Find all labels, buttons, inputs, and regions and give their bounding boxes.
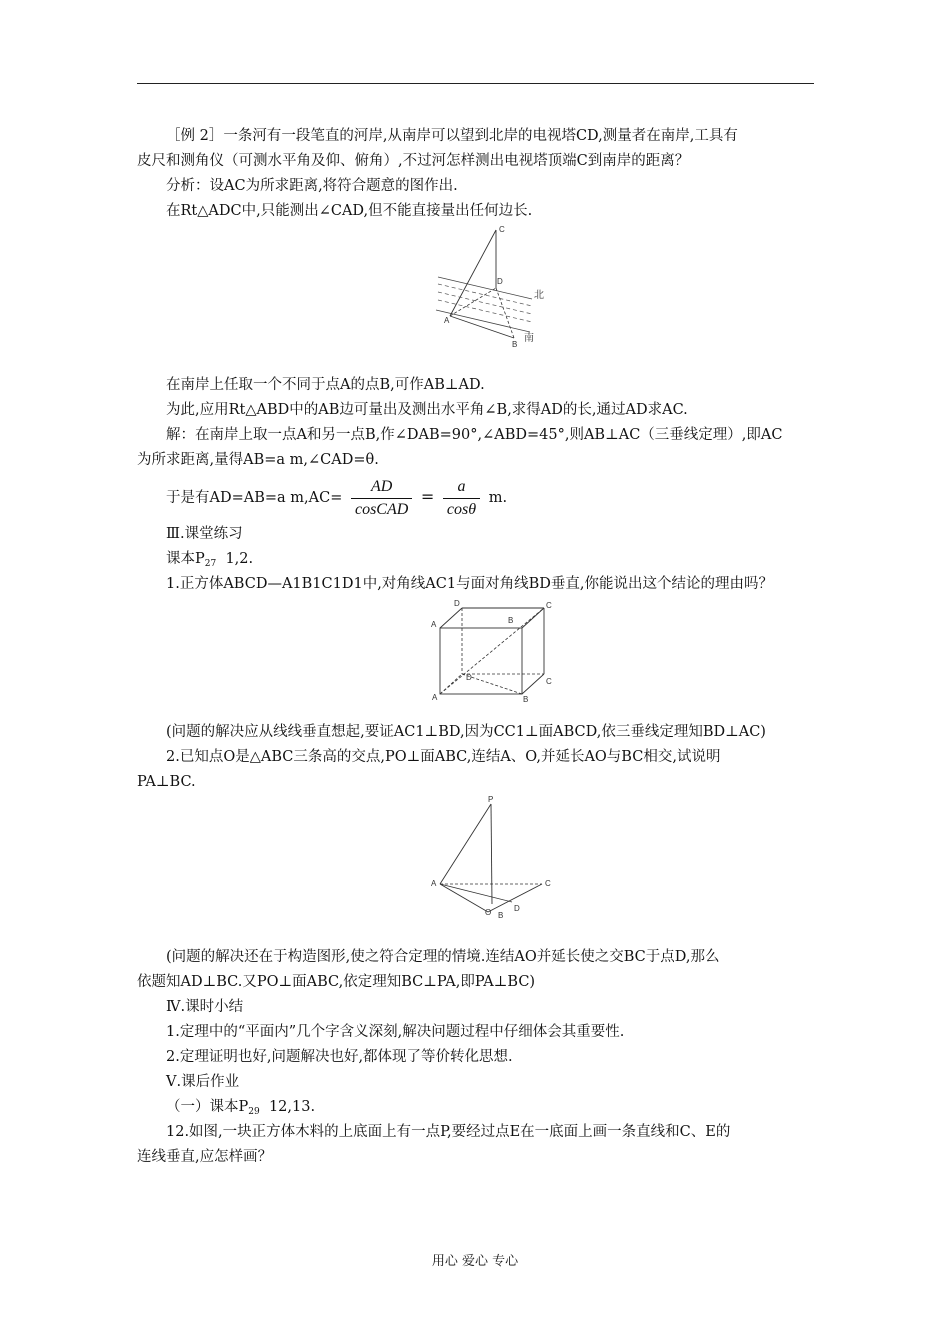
summary2: 2.定理证明也好,问题解决也好,都体现了等价转化思想. [166, 1049, 513, 1065]
fraction2-denominator: cosθ [446, 500, 477, 518]
fig2-label-C1: C [546, 601, 552, 610]
formula-line [137, 474, 814, 520]
after1-line1: 在南岸上任取一个不同于点A的点B,可作AB⊥AD. [166, 377, 485, 393]
fig1-label-B: B [512, 340, 518, 349]
fig2-label-B: B [523, 695, 529, 704]
homework-ref [137, 1095, 814, 1120]
page-footer: 用心 爱心 专心 [431, 1254, 519, 1269]
section4-title: Ⅳ.课时小结 [166, 999, 244, 1015]
fraction-a-over-cos [443, 477, 480, 520]
textbook-ref [137, 547, 814, 572]
fraction-ad-over-cos [351, 477, 412, 520]
fig1-label-south: 南 [524, 333, 534, 344]
section5-title: Ⅴ.课后作业 [166, 1074, 240, 1090]
hint1: (问题的解决应从线线垂直想起,要证AC1⊥BD,因为CC1⊥面ABCD,依三垂线定理知BD⊥AC) [166, 724, 766, 740]
rt-triangle-line: 在Rt△ADC中,只能测出∠CAD,但不能直接量出任何边长. [166, 203, 533, 219]
fig2-label-A1: A [431, 620, 437, 629]
fig2-label-D: D [466, 673, 472, 682]
river-tower-figure [430, 222, 560, 356]
unit-meter: m. [488, 490, 508, 506]
fraction2-numerator: a [443, 477, 480, 499]
homework-items: 12,13. [268, 1099, 316, 1115]
header-rule [137, 83, 814, 84]
summary1: 1.定理中的“平面内”几个字含义深刻,解决问题过程中仔细体会其重要性. [166, 1024, 625, 1040]
fig1-label-north: 北 [534, 290, 544, 301]
fig3-label-C: C [545, 879, 551, 888]
analysis-line: 分析：设AC为所求距离,将符合题意的图作出. [166, 178, 458, 194]
question1: 1.正方体ABCD—A1B1C1D1中,对角线AC1与面对角线BD垂直,你能说出这个结论的理由吗？ [166, 576, 773, 592]
homework-page: 29 [248, 1107, 260, 1117]
example2-line2: 皮尺和测角仪（可测水平角及仰、俯角）,不过河怎样测出电视塔顶端C到南岸的距离？ [137, 153, 690, 169]
fig3-label-B: B [498, 911, 504, 918]
formula-prefix: 于是有AD=AB=a m,AC= [166, 490, 343, 506]
equals-sign: = [420, 487, 435, 506]
textbook-page: 27 [204, 559, 217, 569]
textbook-prefix: 课本P [166, 551, 205, 567]
after1-line2: 为此,应用Rt△ABD中的AB边可量出及测出水平角∠B,求得AD的长,通过AD求AC. [166, 402, 688, 418]
fig3-label-D: D [514, 904, 520, 913]
homework-prefix: （一）课本P [166, 1099, 249, 1115]
hint2-line2: 依题知AD⊥BC.又PO⊥面ABC,依定理知BC⊥PA,即PA⊥BC) [137, 974, 536, 990]
question12-line2: 连线垂直,应怎样画？ [137, 1149, 273, 1165]
textbook-items: 1,2. [225, 551, 254, 567]
fraction1-denominator: cosCAD [354, 500, 409, 518]
pyramid-figure [428, 794, 558, 922]
solution-line2: 为所求距离,量得AB=a m,∠CAD=θ. [137, 452, 379, 468]
section3-title: Ⅲ.课堂练习 [166, 526, 243, 542]
fig3-label-A: A [431, 879, 437, 888]
fig2-label-B1: B [508, 616, 514, 625]
fig3-label-O: O [485, 908, 492, 917]
fig2-label-A: A [432, 693, 438, 702]
cube-figure [428, 596, 558, 710]
fig1-label-A: A [444, 316, 450, 325]
fig2-label-D1: D [454, 599, 460, 608]
fig1-label-C: C [499, 225, 505, 234]
question2-line1: 2.已知点O是△ABC三条高的交点,PO⊥面ABC,连结A、O,并延长AO与BC相交,试说明 [166, 749, 721, 765]
hint2-line1: (问题的解决还在于构造图形,使之符合定理的情境.连结AO并延长使之交BC于点D,那么 [166, 949, 720, 965]
fig2-label-C: C [546, 677, 552, 686]
question12-line1: 12.如图,一块正方体木料的上底面上有一点P,要经过点E在一底面上画一条直线和C、E的 [166, 1124, 731, 1140]
fraction1-numerator: AD [351, 477, 412, 499]
fig1-label-D: D [497, 277, 503, 286]
fig3-label-P: P [488, 795, 494, 804]
example2-line1: ［例 2］一条河有一段笔直的河岸,从南岸可以望到北岸的电视塔CD,测量者在南岸,工具有 [166, 128, 738, 144]
question2-line2: PA⊥BC. [137, 774, 196, 790]
solution-line1: 解：在南岸上取一点A和另一点B,作∠DAB=90°,∠ABD=45°,则AB⊥AC（三垂线定理）,即AC [166, 427, 783, 443]
